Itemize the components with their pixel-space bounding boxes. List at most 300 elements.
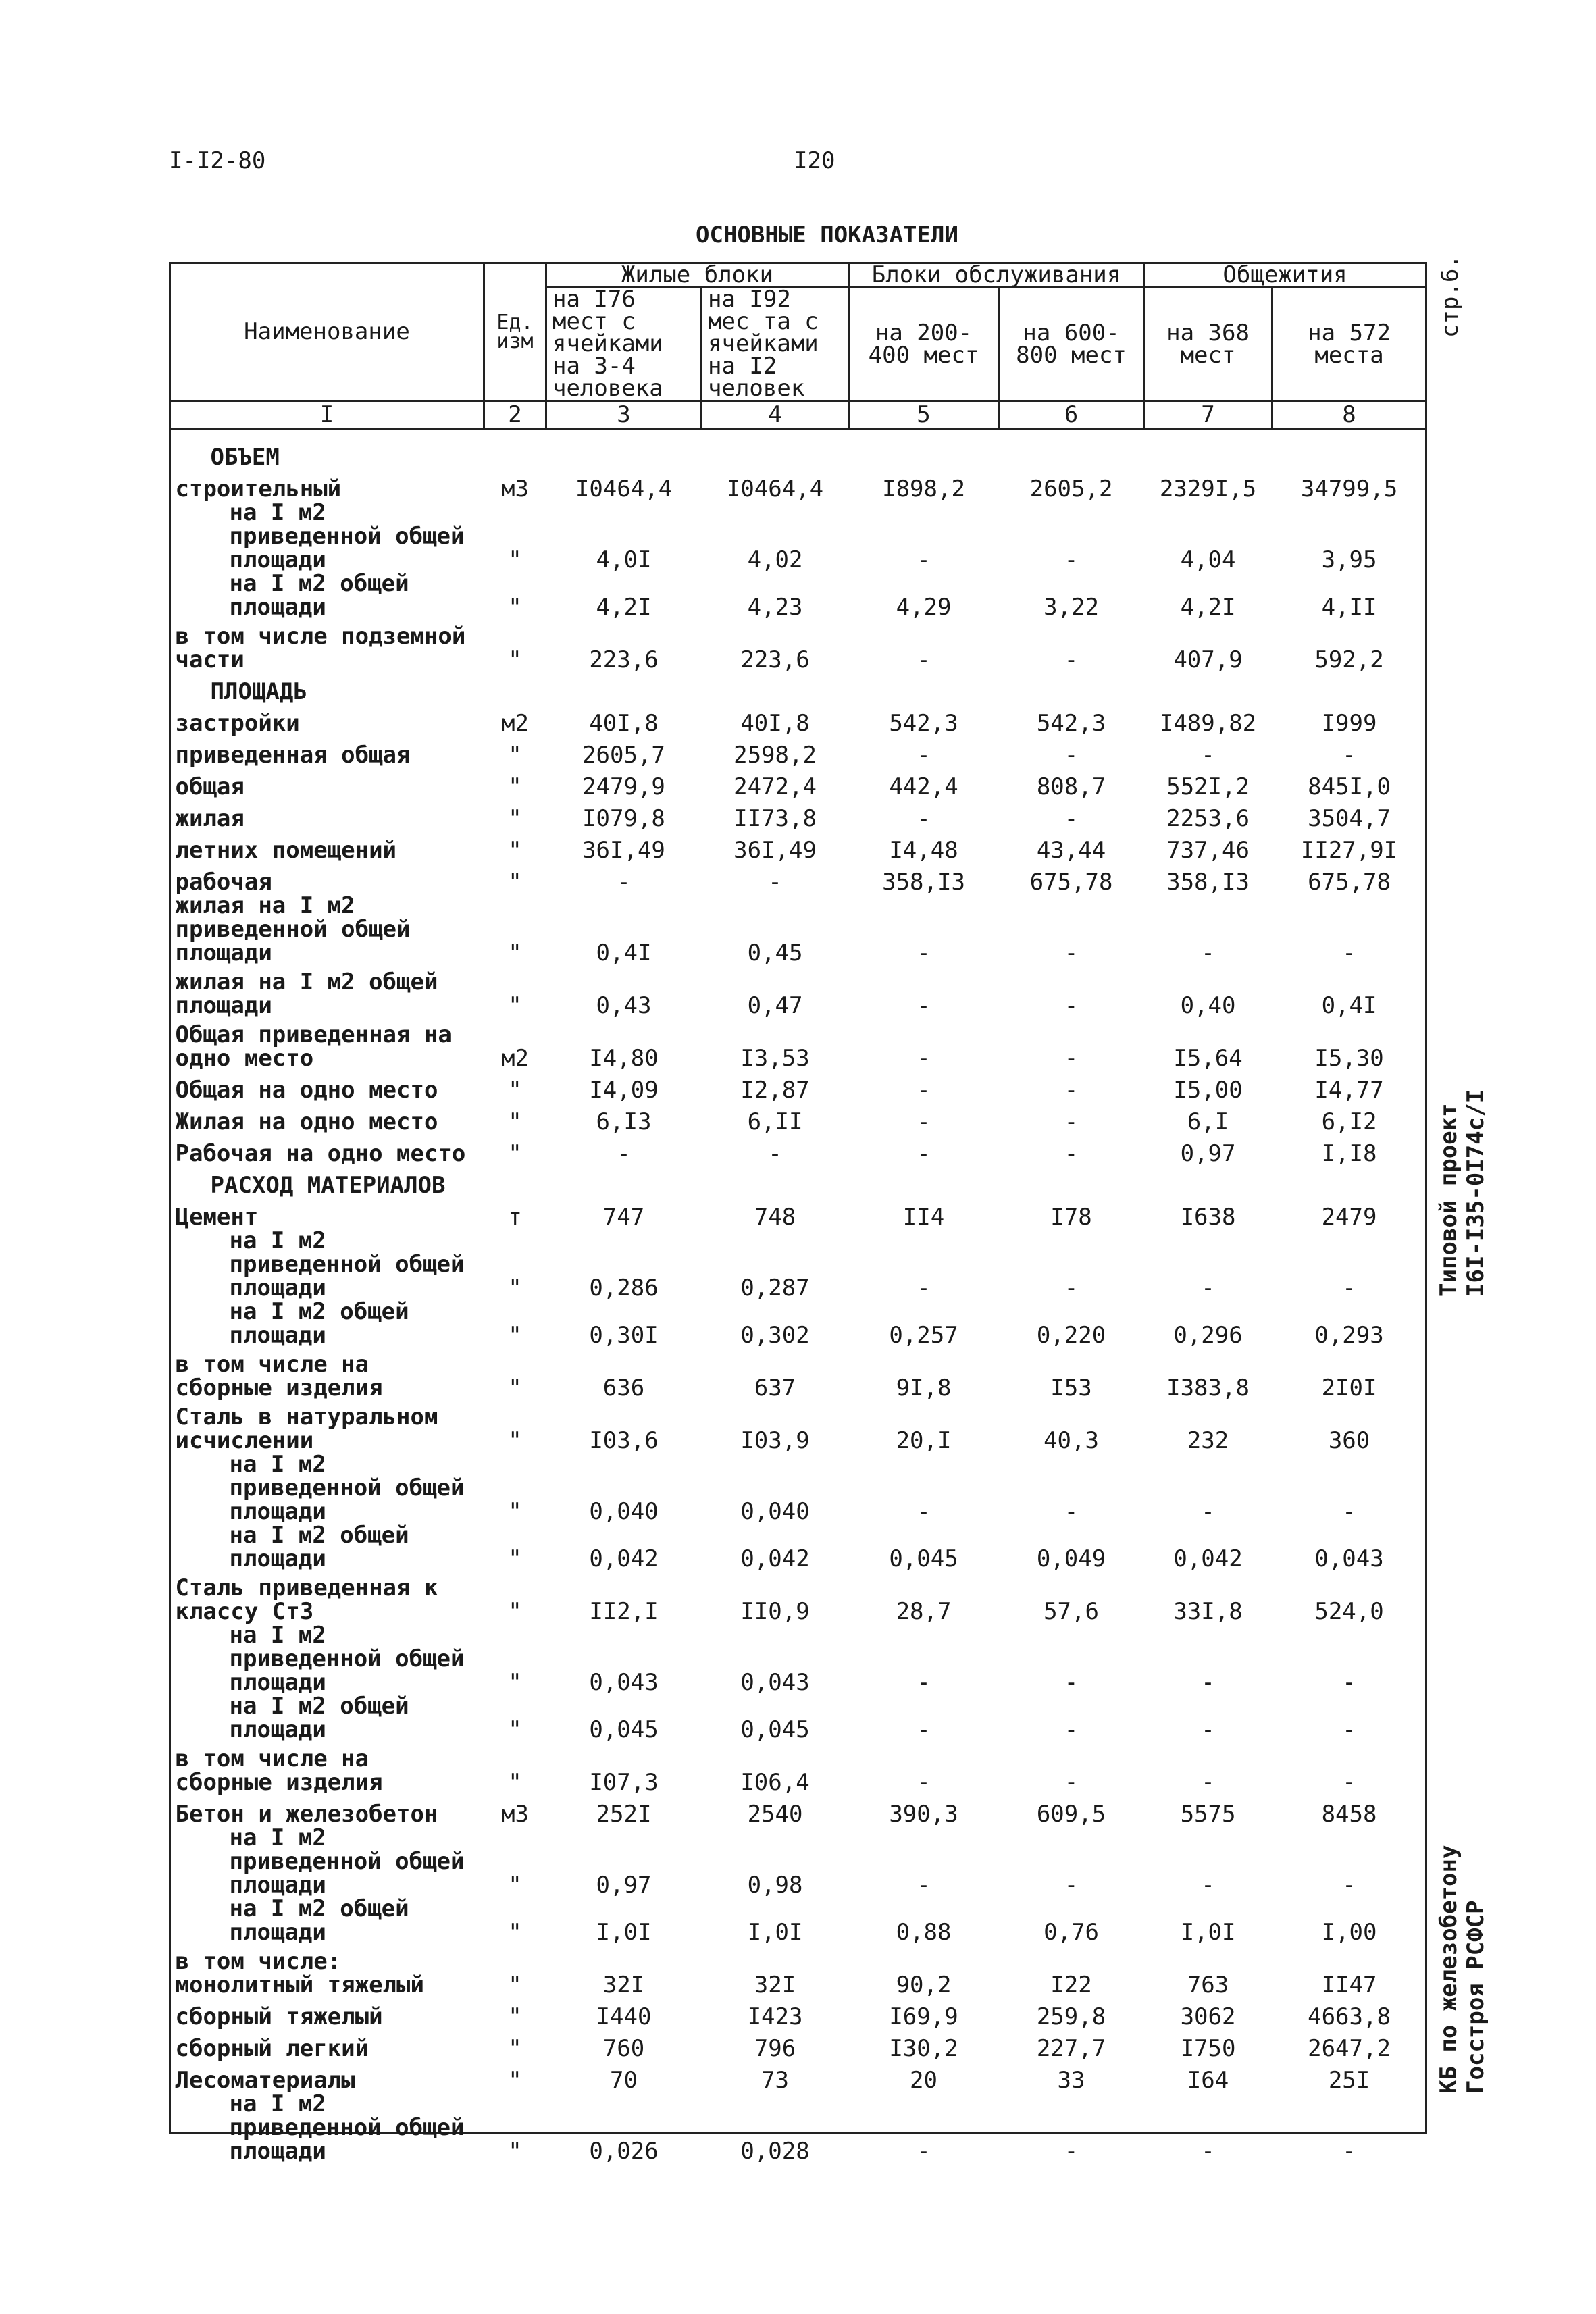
cell-value: - xyxy=(1064,805,1079,832)
cell-value: 2598,2 xyxy=(733,742,817,769)
row-unit: " xyxy=(508,2067,522,2094)
cell-value: 70 xyxy=(610,2067,638,2094)
cell-value: I4,80 xyxy=(589,1045,659,1072)
side-project-title: Типовой проект xyxy=(1435,1103,1462,1297)
cell-value: I22 xyxy=(1050,1972,1092,1999)
row-label: ПЛОЩАДЬ xyxy=(210,678,307,705)
cell-value: 2479 xyxy=(1321,1204,1377,1231)
cell-value: I03,9 xyxy=(740,1427,810,1454)
cell-value: 4,II xyxy=(1321,594,1377,621)
cell-value: I69,9 xyxy=(889,2003,958,2030)
table-row xyxy=(170,1102,1426,1134)
cell-value: - xyxy=(617,1140,631,1167)
cell-value: I999 xyxy=(1321,710,1377,737)
cell-value: - xyxy=(1342,1872,1356,1899)
cell-value: I0464,4 xyxy=(575,475,673,503)
cell-value: 2I0I xyxy=(1321,1374,1377,1402)
cell-value: - xyxy=(1064,1275,1079,1302)
cell-value: 407,9 xyxy=(1173,646,1243,673)
row-unit: " xyxy=(508,1545,522,1572)
cell-value: - xyxy=(917,1045,931,1072)
col-header-4: на I92 мес та с ячейками на I2 человек xyxy=(702,288,849,401)
cell-value: 6,I xyxy=(1187,1108,1229,1135)
document-code: I-I2-80 xyxy=(169,147,266,174)
cell-value: 845I,0 xyxy=(1308,773,1391,800)
cell-value: 0,042 xyxy=(589,1545,659,1572)
table-body xyxy=(170,429,1426,2164)
cell-value: 4,2I xyxy=(1180,594,1236,621)
row-label: на I м2 приведенной общей площади xyxy=(229,1622,465,1696)
cell-value: 259,8 xyxy=(1036,2003,1106,2030)
col-number: 7 xyxy=(1144,401,1272,429)
row-label: Бетон и железобетон xyxy=(175,1801,438,1828)
row-label: РАСХОД МАТЕРИАЛОВ xyxy=(210,1172,446,1199)
table-row xyxy=(170,1300,1426,1347)
cell-value: 227,7 xyxy=(1036,2035,1106,2062)
cell-value: I06,4 xyxy=(740,1769,810,1796)
cell-value: 2540 xyxy=(747,1801,803,1828)
row-unit: " xyxy=(508,805,522,832)
table-row xyxy=(170,1400,1426,1453)
cell-value: - xyxy=(768,869,782,896)
cell-value: 2479,9 xyxy=(582,773,665,800)
table-row xyxy=(170,469,1426,501)
table-row xyxy=(170,672,1426,704)
cell-value: I64 xyxy=(1187,2067,1229,2094)
cell-value: 4,2I xyxy=(596,594,652,621)
cell-value: - xyxy=(1201,1716,1215,1743)
row-label: Цемент xyxy=(175,1204,259,1231)
cell-value: I03,6 xyxy=(589,1427,659,1454)
cell-value: 40I,8 xyxy=(589,710,659,737)
row-label: на I м2 приведенной общей площади xyxy=(229,1824,465,1899)
cell-value: I,0I xyxy=(1180,1919,1236,1946)
cell-value xyxy=(702,429,849,470)
row-label: на I м2 общей площади xyxy=(229,1298,409,1349)
cell-value: 0,4I xyxy=(1321,992,1377,1019)
table-row xyxy=(170,1695,1426,1742)
group-header-dormitory: Общежития xyxy=(1144,263,1426,288)
indicators-table xyxy=(169,262,1427,2163)
cell-value: I5,64 xyxy=(1173,1045,1243,1072)
row-unit: " xyxy=(508,646,522,673)
row-unit: " xyxy=(508,869,522,896)
row-label: сборный тяжелый xyxy=(175,2003,383,2030)
cell-value: I78 xyxy=(1050,1204,1092,1231)
row-label: на I м2 приведенной общей площади xyxy=(229,2090,465,2165)
cell-value: - xyxy=(1342,2138,1356,2165)
table-row xyxy=(170,1945,1426,1997)
header-row-groups xyxy=(170,263,1426,288)
cell-value: - xyxy=(1064,1769,1079,1796)
cell-value: 0,040 xyxy=(589,1498,659,1525)
cell-value: 763 xyxy=(1187,1972,1229,1999)
cell-value: - xyxy=(1064,1140,1079,1167)
row-unit: м3 xyxy=(501,475,529,503)
cell-value: 4,29 xyxy=(896,594,952,621)
cell-value xyxy=(1272,429,1426,470)
col-header-name: Наименование xyxy=(170,263,484,401)
side-page-ref: стр.6. xyxy=(1437,255,1464,338)
cell-value: I4,77 xyxy=(1314,1077,1384,1104)
row-unit: " xyxy=(508,546,522,573)
cell-value: 0,45 xyxy=(747,940,803,967)
cell-value: 223,6 xyxy=(740,646,810,673)
cell-value: 3,95 xyxy=(1321,546,1377,573)
cell-value: 2329I,5 xyxy=(1159,475,1257,503)
cell-value: 0,045 xyxy=(889,1545,958,1572)
row-label: ОБЪЕМ xyxy=(210,444,280,471)
row-unit: " xyxy=(508,594,522,621)
col-number: 5 xyxy=(849,401,999,429)
cell-value: 0,026 xyxy=(589,2138,659,2165)
table-row xyxy=(170,863,1426,894)
cell-value: 0,98 xyxy=(747,1872,803,1899)
cell-value: 36I,49 xyxy=(733,837,817,864)
cell-value: 0,293 xyxy=(1314,1322,1384,1349)
group-header-service: Блоки обслуживания xyxy=(849,263,1144,288)
row-unit xyxy=(484,672,546,704)
table-row xyxy=(170,1071,1426,1102)
cell-value: - xyxy=(917,546,931,573)
cell-value: 0,042 xyxy=(1173,1545,1243,1572)
cell-value xyxy=(546,1166,702,1198)
cell-value xyxy=(1272,1166,1426,1198)
cell-value: - xyxy=(1342,1669,1356,1696)
col-header-3: на I76 мест с ячейками на 3-4 человека xyxy=(546,288,702,401)
cell-value: 20,I xyxy=(896,1427,952,1454)
cell-value: 636 xyxy=(602,1374,645,1402)
cell-value: - xyxy=(1064,1498,1079,1525)
row-label: в том числе на сборные изделия xyxy=(175,1745,383,1796)
cell-value: 542,3 xyxy=(889,710,958,737)
row-label: на I м2 приведенной общей площади xyxy=(229,499,465,573)
row-unit: " xyxy=(508,742,522,769)
cell-value: I079,8 xyxy=(582,805,665,832)
table-row xyxy=(170,965,1426,1018)
cell-value: II2,I xyxy=(589,1598,659,1625)
row-label: на I м2 общей площади xyxy=(229,570,409,621)
row-unit xyxy=(484,1166,546,1198)
cell-value: 0,4I xyxy=(596,940,652,967)
cell-value: - xyxy=(1064,992,1079,1019)
cell-value: 552I,2 xyxy=(1166,773,1250,800)
row-label: на I м2 общей площади xyxy=(229,1693,409,1743)
cell-value: I07,3 xyxy=(589,1769,659,1796)
cell-value: - xyxy=(917,1498,931,1525)
cell-value: 57,6 xyxy=(1044,1598,1099,1625)
table-row xyxy=(170,1166,1426,1198)
row-label: строительный xyxy=(175,475,342,503)
cell-value: - xyxy=(1342,940,1356,967)
row-unit: " xyxy=(508,1498,522,1525)
cell-value: I53 xyxy=(1050,1374,1092,1402)
cell-value: 5575 xyxy=(1180,1801,1236,1828)
table-row xyxy=(170,894,1426,965)
cell-value xyxy=(999,672,1144,704)
cell-value: 6,II xyxy=(747,1108,803,1135)
row-label: на I м2 общей площади xyxy=(229,1895,409,1946)
cell-value: - xyxy=(1201,1872,1215,1899)
table-row xyxy=(170,704,1426,736)
cell-value: 358,I3 xyxy=(882,869,965,896)
row-label: рабочая xyxy=(175,869,272,896)
cell-value: - xyxy=(1201,742,1215,769)
cell-value: - xyxy=(768,1140,782,1167)
row-unit: " xyxy=(508,1972,522,1999)
cell-value: - xyxy=(1342,742,1356,769)
cell-value: 0,40 xyxy=(1180,992,1236,1019)
cell-value: - xyxy=(917,1669,931,1696)
cell-value: - xyxy=(1201,1498,1215,1525)
cell-value: 675,78 xyxy=(1308,869,1391,896)
table-row xyxy=(170,1897,1426,1945)
row-label: на I м2 приведенной общей площади xyxy=(229,1227,465,1302)
table-row xyxy=(170,1997,1426,2029)
cell-value: I750 xyxy=(1180,2035,1236,2062)
cell-value: 796 xyxy=(754,2035,796,2062)
cell-value: 0,302 xyxy=(740,1322,810,1349)
page-title: ОСНОВНЫЕ ПОКАЗАТЕЛИ xyxy=(696,222,958,249)
cell-value: 4,0I xyxy=(596,546,652,573)
cell-value: 32I xyxy=(754,1972,796,1999)
cell-value xyxy=(702,1166,849,1198)
cell-value: - xyxy=(1064,1872,1079,1899)
row-label: Сталь приведенная к классу Ст3 xyxy=(175,1574,438,1625)
cell-value: - xyxy=(1064,546,1079,573)
col-number: 6 xyxy=(999,401,1144,429)
col-header-unit: Ед. изм xyxy=(484,263,546,401)
table-row xyxy=(170,501,1426,572)
cell-value: - xyxy=(1201,1769,1215,1796)
cell-value: - xyxy=(917,742,931,769)
row-label: приведенная общая xyxy=(175,742,411,769)
side-project-code: I6I-I35-0I74с/I xyxy=(1462,1089,1489,1297)
cell-value xyxy=(1144,429,1272,470)
table-row xyxy=(170,1198,1426,1229)
row-unit: " xyxy=(508,2138,522,2165)
cell-value: I,I8 xyxy=(1321,1140,1377,1167)
col-header-8: на 572 места xyxy=(1272,288,1426,401)
cell-value: 20 xyxy=(910,2067,937,2094)
cell-value: 2605,2 xyxy=(1029,475,1113,503)
cell-value: 232 xyxy=(1187,1427,1229,1454)
table-row xyxy=(170,1229,1426,1300)
row-label: Рабочая на одно место xyxy=(175,1140,466,1167)
cell-value: 2472,4 xyxy=(733,773,817,800)
cell-value: - xyxy=(917,1716,931,1743)
row-label: в том числе: монолитный тяжелый xyxy=(175,1948,424,1999)
table-row xyxy=(170,429,1426,470)
cell-value: - xyxy=(1064,1716,1079,1743)
cell-value: I30,2 xyxy=(889,2035,958,2062)
cell-value xyxy=(702,672,849,704)
cell-value: - xyxy=(917,1769,931,1796)
cell-value: - xyxy=(1201,1669,1215,1696)
cell-value: 0,043 xyxy=(589,1669,659,1696)
cell-value: I423 xyxy=(747,2003,803,2030)
cell-value: 2605,7 xyxy=(582,742,665,769)
row-unit: " xyxy=(508,1322,522,1349)
row-unit: " xyxy=(508,2003,522,2030)
col-number: 8 xyxy=(1272,401,1426,429)
cell-value: 2647,2 xyxy=(1308,2035,1391,2062)
cell-value: 0,045 xyxy=(589,1716,659,1743)
col-header-7: на 368 мест xyxy=(1144,288,1272,401)
cell-value: 6,I3 xyxy=(596,1108,652,1135)
table-row xyxy=(170,1742,1426,1795)
cell-value xyxy=(546,672,702,704)
cell-value: I5,00 xyxy=(1173,1077,1243,1104)
cell-value: 0,042 xyxy=(740,1545,810,1572)
cell-value: 542,3 xyxy=(1036,710,1106,737)
cell-value: 33 xyxy=(1057,2067,1085,2094)
cell-value: I0464,4 xyxy=(726,475,824,503)
cell-value: - xyxy=(917,1275,931,1302)
cell-value: 25I xyxy=(1328,2067,1370,2094)
cell-value: I440 xyxy=(596,2003,652,2030)
col-header-6: на 600-800 мест xyxy=(999,288,1144,401)
cell-value: 0,257 xyxy=(889,1322,958,1349)
row-label: на I м2 приведенной общей площади xyxy=(229,1451,465,1525)
page-number: I20 xyxy=(794,147,835,174)
cell-value: - xyxy=(1342,1769,1356,1796)
cell-value: - xyxy=(1064,742,1079,769)
cell-value xyxy=(1144,672,1272,704)
row-unit: " xyxy=(508,1716,522,1743)
cell-value: 609,5 xyxy=(1036,1801,1106,1828)
cell-value: - xyxy=(1342,1498,1356,1525)
cell-value: - xyxy=(1064,1669,1079,1696)
table-row xyxy=(170,736,1426,767)
cell-value: I383,8 xyxy=(1166,1374,1250,1402)
cell-value: - xyxy=(1064,2138,1079,2165)
cell-value xyxy=(849,429,999,470)
cell-value: - xyxy=(1201,2138,1215,2165)
cell-value: 0,220 xyxy=(1036,1322,1106,1349)
cell-value: 28,7 xyxy=(896,1598,952,1625)
row-unit: " xyxy=(508,1140,522,1167)
cell-value: II73,8 xyxy=(733,805,817,832)
cell-value: 747 xyxy=(602,1204,645,1231)
row-label: общая xyxy=(175,773,244,800)
cell-value: 252I xyxy=(596,1801,652,1828)
row-unit: " xyxy=(508,1077,522,1104)
table-row xyxy=(170,1134,1426,1166)
cell-value: I5,30 xyxy=(1314,1045,1384,1072)
cell-value: 0,296 xyxy=(1173,1322,1243,1349)
row-label: Жилая на одно место xyxy=(175,1108,438,1135)
row-unit: " xyxy=(508,940,522,967)
table-row xyxy=(170,799,1426,831)
row-unit: " xyxy=(508,773,522,800)
cell-value: - xyxy=(917,992,931,1019)
cell-value: 748 xyxy=(754,1204,796,1231)
cell-value: 3504,7 xyxy=(1308,805,1391,832)
row-label: в том числе на сборные изделия xyxy=(175,1351,383,1402)
table-row xyxy=(170,1347,1426,1400)
cell-value: - xyxy=(1342,1716,1356,1743)
cell-value: 675,78 xyxy=(1029,869,1113,896)
cell-value: - xyxy=(917,1077,931,1104)
cell-value: I638 xyxy=(1180,1204,1236,1231)
row-label: Лесоматериалы xyxy=(175,2067,355,2094)
col-number: 3 xyxy=(546,401,702,429)
cell-value: 9I,8 xyxy=(896,1374,952,1402)
table-row xyxy=(170,2092,1426,2163)
cell-value xyxy=(999,1166,1144,1198)
cell-value xyxy=(546,429,702,470)
row-unit: " xyxy=(508,1374,522,1402)
table-row xyxy=(170,1571,1426,1624)
cell-value: - xyxy=(917,1140,931,1167)
col-number: I xyxy=(170,401,484,429)
cell-value: - xyxy=(917,940,931,967)
col-number: 4 xyxy=(702,401,849,429)
cell-value: II0,9 xyxy=(740,1598,810,1625)
row-label: сборный легкий xyxy=(175,2035,369,2062)
cell-value: 6,I2 xyxy=(1321,1108,1377,1135)
cell-value: I2,87 xyxy=(740,1077,810,1104)
cell-value: 0,287 xyxy=(740,1275,810,1302)
cell-value: 73 xyxy=(761,2067,789,2094)
row-unit: " xyxy=(508,1872,522,1899)
cell-value: 0,028 xyxy=(740,2138,810,2165)
row-label: жилая xyxy=(175,805,244,832)
cell-value: 4,04 xyxy=(1180,546,1236,573)
cell-value: 592,2 xyxy=(1314,646,1384,673)
table-row xyxy=(170,1453,1426,1524)
cell-value: 34799,5 xyxy=(1300,475,1398,503)
cell-value: - xyxy=(617,869,631,896)
cell-value: 8458 xyxy=(1321,1801,1377,1828)
cell-value: I3,53 xyxy=(740,1045,810,1072)
table-row xyxy=(170,2061,1426,2092)
cell-value: 0,88 xyxy=(896,1919,952,1946)
table-row xyxy=(170,1624,1426,1695)
cell-value: 808,7 xyxy=(1036,773,1106,800)
cell-value: 442,4 xyxy=(889,773,958,800)
cell-value: II4 xyxy=(902,1204,945,1231)
row-unit: т xyxy=(508,1204,522,1231)
cell-value: I489,82 xyxy=(1159,710,1257,737)
side-org-name: КБ по железобетону xyxy=(1435,1845,1462,2094)
row-unit: " xyxy=(508,1108,522,1135)
cell-value: - xyxy=(1064,1077,1079,1104)
cell-value: 0,97 xyxy=(1180,1140,1236,1167)
row-label: Общая на одно место xyxy=(175,1077,438,1104)
cell-value: 4663,8 xyxy=(1308,2003,1391,2030)
table-row xyxy=(170,572,1426,619)
cell-value: 360 xyxy=(1328,1427,1370,1454)
table-row xyxy=(170,1018,1426,1071)
row-unit: " xyxy=(508,2035,522,2062)
row-label: в том числе подземной части xyxy=(175,623,466,673)
cell-value: II27,9I xyxy=(1300,837,1398,864)
row-label: жилая на I м2 приведенной общей площади xyxy=(175,892,411,967)
cell-value: 358,I3 xyxy=(1166,869,1250,896)
cell-value: - xyxy=(917,646,931,673)
cell-value: I,00 xyxy=(1321,1919,1377,1946)
table-row xyxy=(170,831,1426,863)
cell-value: 40I,8 xyxy=(740,710,810,737)
row-label: жилая на I м2 общей площади xyxy=(175,969,438,1019)
cell-value: - xyxy=(1064,646,1079,673)
cell-value xyxy=(849,672,999,704)
table-row xyxy=(170,619,1426,672)
cell-value: - xyxy=(917,2138,931,2165)
cell-value: 4,02 xyxy=(747,546,803,573)
